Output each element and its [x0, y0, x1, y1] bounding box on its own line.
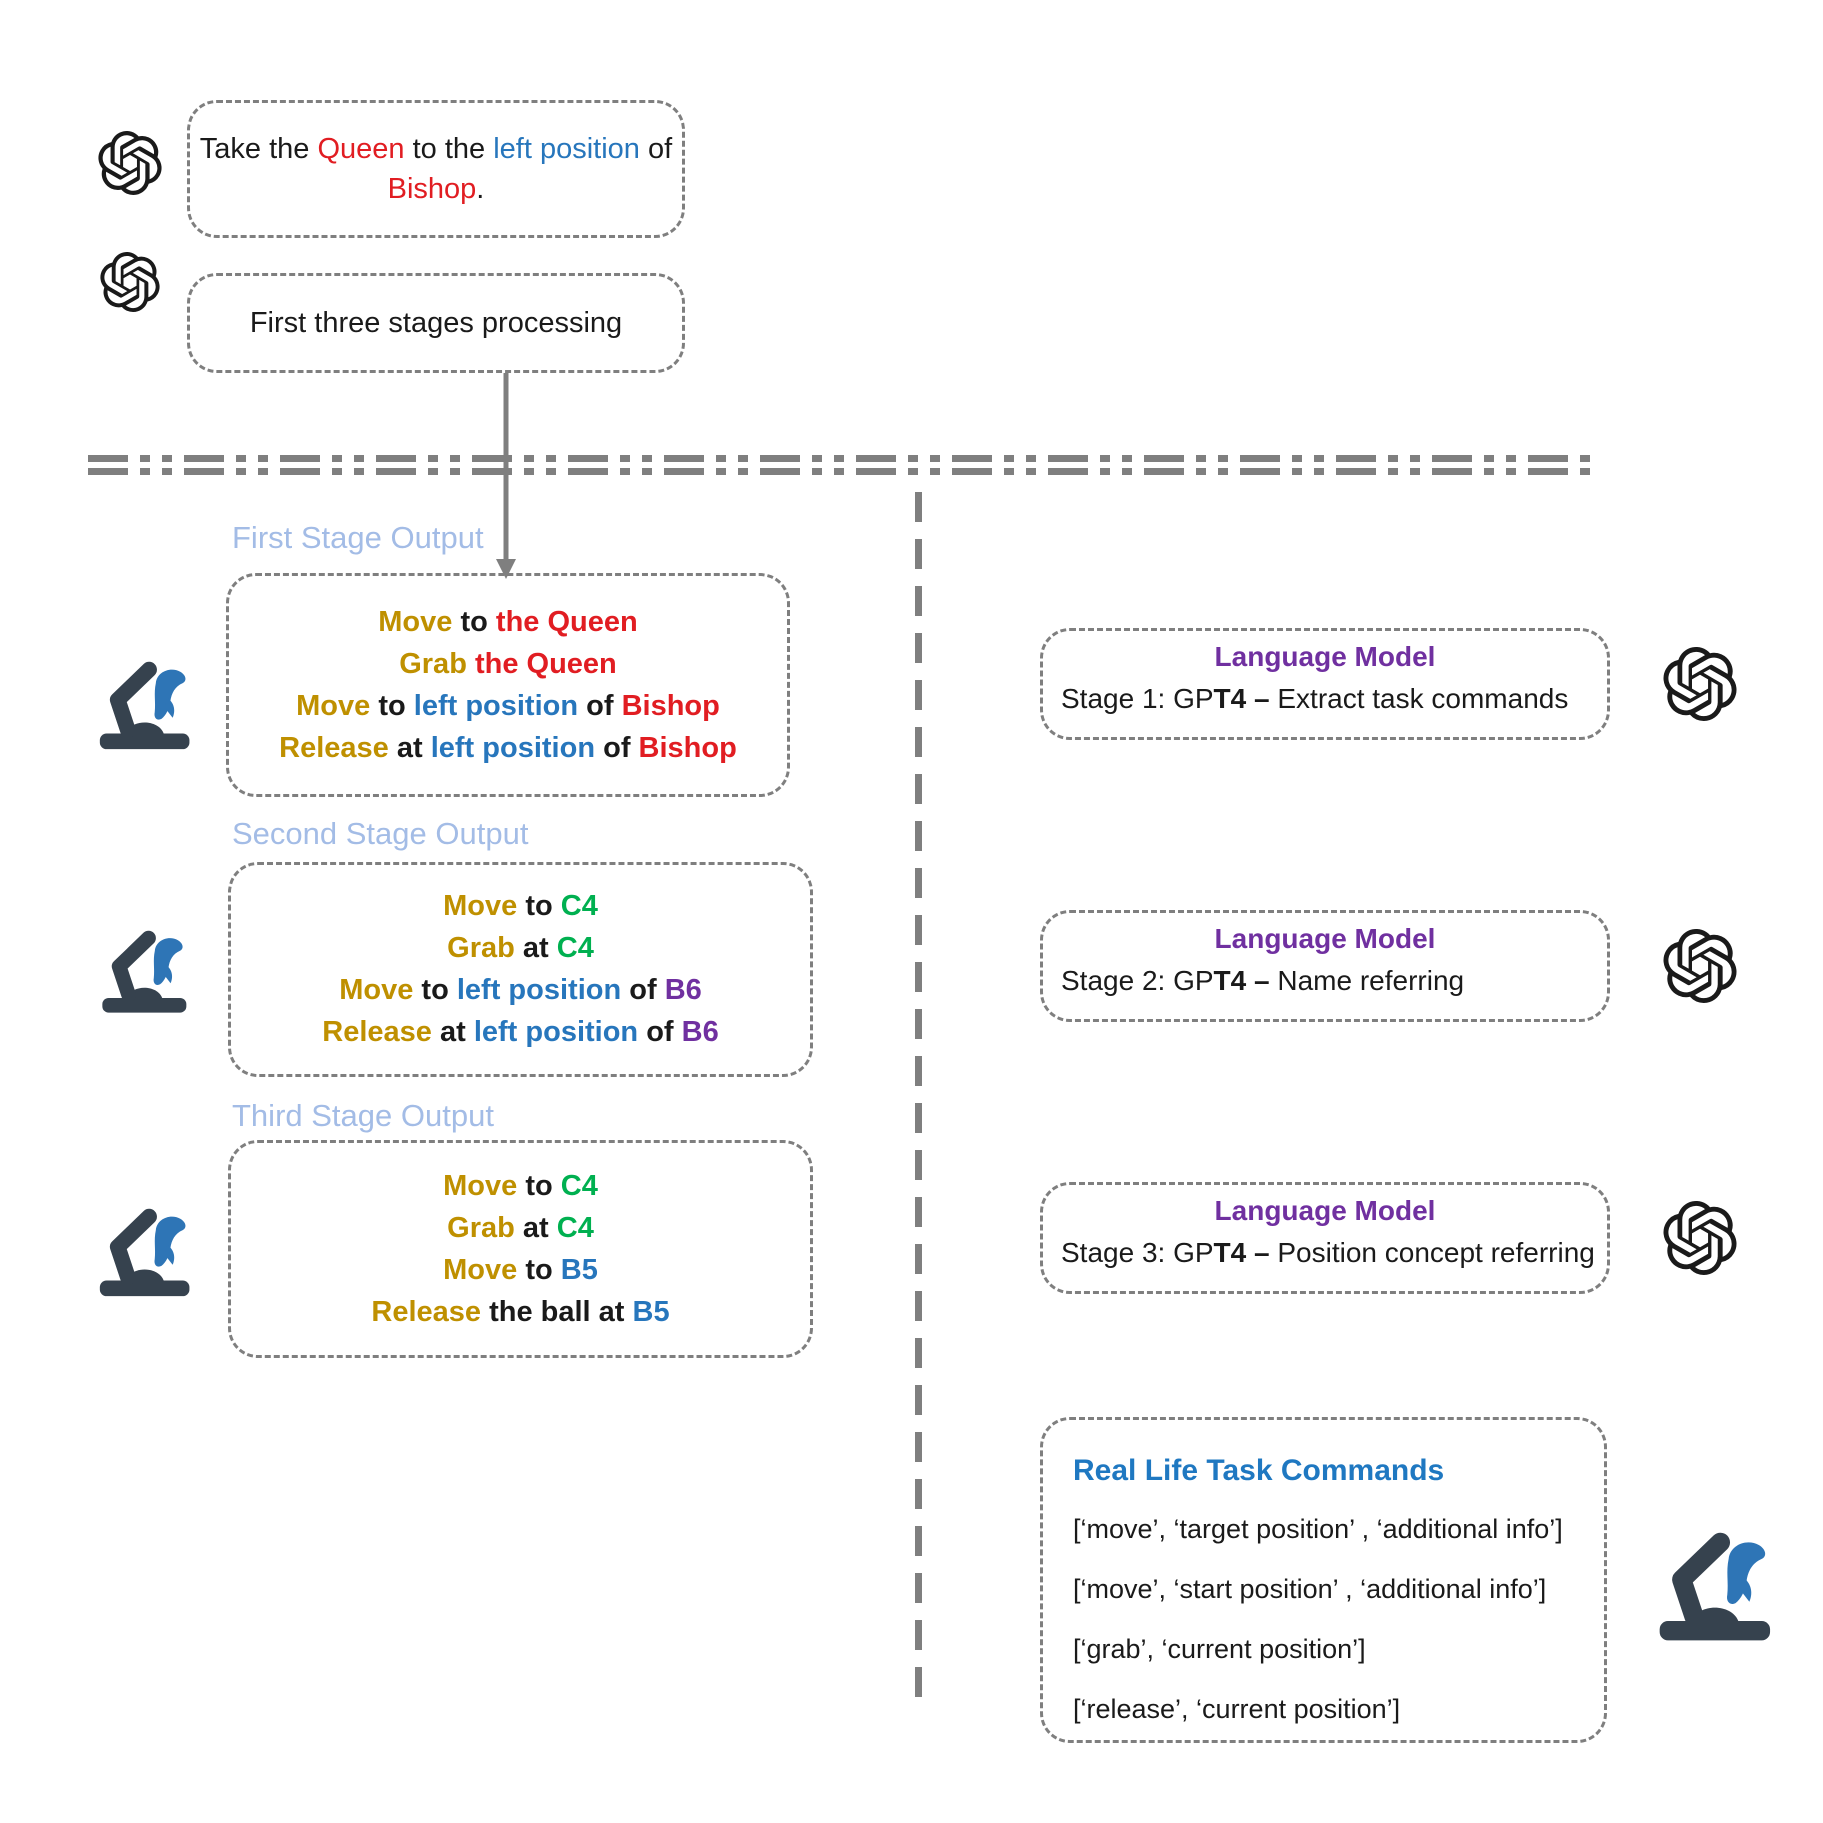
language-model-box-stage1	[1040, 628, 1610, 740]
processing-box	[187, 273, 685, 373]
command-item: [‘grab’, ‘current position’]	[1073, 1634, 1366, 1664]
stage-label: Third Stage Output	[232, 1098, 494, 1133]
openai-icon	[100, 250, 160, 314]
stage-description: Stage 2: GPT4 – Name referring	[1061, 965, 1465, 996]
robot-arm-icon	[92, 1192, 204, 1304]
language-model-title: Language Model	[1214, 923, 1436, 954]
stage-description: Stage 3: GPT4 – Position concept referring	[1061, 1237, 1595, 1268]
commands-title: Real Life Task Commands	[1073, 1454, 1445, 1487]
command-line: Move to C4	[443, 1169, 598, 1202]
processing-label: First three stages processing	[249, 306, 623, 339]
horizontal-divider	[88, 455, 1593, 481]
stage-description: Stage 1: GPT4 – Extract task commands	[1061, 683, 1569, 714]
openai-icon	[1663, 647, 1737, 721]
command-line: Release at left position of Bishop	[279, 731, 737, 764]
language-model-box-stage3	[1040, 1182, 1610, 1294]
openai-icon	[1663, 1201, 1737, 1275]
command-line: Grab at C4	[447, 932, 594, 964]
robot-arm-icon	[95, 915, 200, 1020]
command-line: Move to the Queen	[378, 605, 638, 638]
prompt-line: Take the Queen to the left position of	[199, 133, 673, 165]
language-model-box-stage2	[1040, 910, 1610, 1022]
command-item: [‘move’, ‘start position’ , ‘additional info’]	[1073, 1574, 1547, 1604]
command-item: [‘release’, ‘current position’]	[1073, 1694, 1401, 1724]
robot-arm-icon	[1650, 1512, 1788, 1650]
command-line: Move to left position of Bishop	[296, 689, 720, 722]
robot-arm-icon	[92, 645, 204, 757]
prompt-line: Bishop.	[387, 173, 485, 205]
third-stage-output-box	[228, 1140, 813, 1358]
command-line: Release the ball at B5	[371, 1295, 670, 1328]
openai-icon	[1663, 929, 1737, 1003]
command-line: Grab at C4	[447, 1211, 594, 1244]
openai-icon	[98, 128, 162, 198]
command-line: Release at left position of B6	[322, 1016, 719, 1048]
second-stage-output-box	[228, 862, 813, 1077]
vertical-divider	[915, 492, 922, 1710]
first-stage-output-box	[226, 573, 790, 797]
command-line: Move to left position of B6	[339, 974, 702, 1006]
language-model-title: Language Model	[1214, 641, 1436, 672]
prompt-box	[187, 100, 685, 238]
command-line: Grab the Queen	[399, 647, 617, 680]
stage-label: Second Stage Output	[232, 816, 529, 851]
command-line: Move to C4	[443, 890, 598, 922]
stage-label: First Stage Output	[232, 520, 484, 555]
language-model-title: Language Model	[1214, 1195, 1436, 1226]
command-line: Move to B5	[443, 1253, 598, 1286]
real-life-task-commands-box	[1040, 1417, 1607, 1743]
command-item: [‘move’, ‘target position’ , ‘additional info’]	[1073, 1514, 1563, 1544]
